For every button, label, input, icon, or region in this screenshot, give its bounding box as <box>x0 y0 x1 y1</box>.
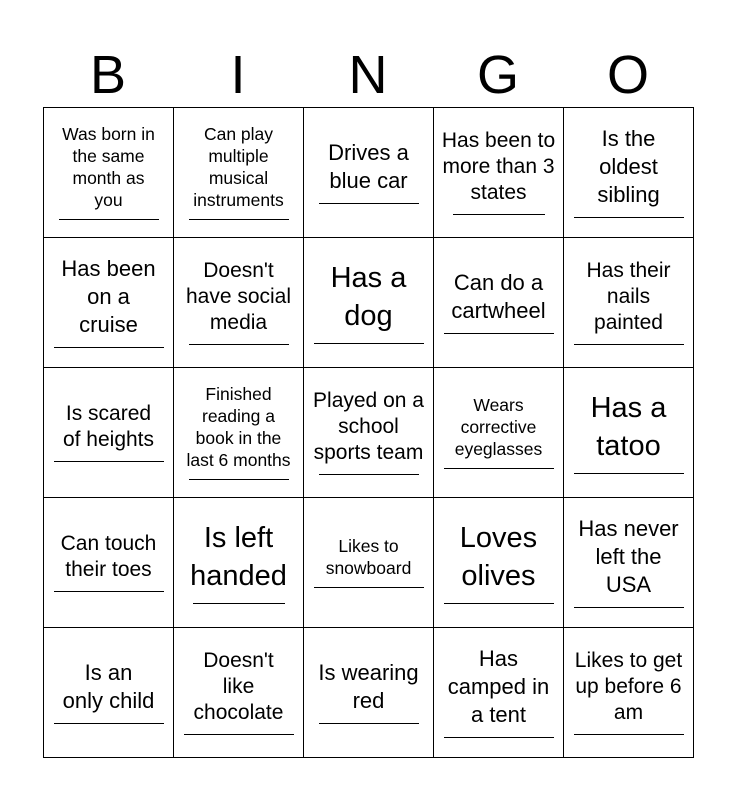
header-letter-b: B <box>89 45 127 105</box>
cell-text: Wears corrective eyeglasses <box>454 395 543 459</box>
bingo-header <box>43 44 693 106</box>
signature-line <box>189 219 289 220</box>
bingo-cell <box>174 498 304 628</box>
cell-text: Is wearing red <box>318 660 419 713</box>
signature-line <box>54 723 164 724</box>
bingo-cell <box>304 238 434 368</box>
bingo-cell <box>174 628 304 758</box>
cell-text: Has never left the USA <box>578 516 679 597</box>
bingo-cell <box>174 238 304 368</box>
bingo-cell <box>304 628 434 758</box>
signature-line <box>189 344 289 345</box>
cell-text: Can do a cartwheel <box>451 270 546 323</box>
signature-line <box>444 468 554 469</box>
cell-text: Can play multiple musical instruments <box>193 124 284 210</box>
signature-line <box>453 214 545 215</box>
signature-line <box>574 217 684 218</box>
bingo-cell <box>434 628 564 758</box>
cell-text: Drives a blue car <box>328 140 409 193</box>
signature-line <box>574 473 684 474</box>
bingo-cell <box>304 498 434 628</box>
bingo-cell <box>304 108 434 238</box>
header-letter-i: I <box>230 45 246 105</box>
signature-line <box>54 461 164 462</box>
bingo-cell <box>304 368 434 498</box>
bingo-cell <box>434 368 564 498</box>
cell-text: Has camped in a tent <box>447 646 550 727</box>
cell-text: Doesn't like chocolate <box>193 649 284 724</box>
bingo-cell <box>564 108 694 238</box>
cell-text: Is the oldest sibling <box>597 126 660 207</box>
bingo-cell <box>434 498 564 628</box>
signature-line <box>444 737 554 738</box>
cell-text: Has a dog <box>330 262 407 332</box>
signature-line <box>189 479 289 480</box>
bingo-cell <box>434 238 564 368</box>
bingo-cell <box>44 498 174 628</box>
cell-text: Likes to snowboard <box>325 536 412 578</box>
bingo-grid <box>43 107 694 758</box>
bingo-cell <box>564 628 694 758</box>
bingo-cell <box>564 238 694 368</box>
bingo-cell <box>174 108 304 238</box>
cell-text: Doesn't have social media <box>185 259 292 334</box>
bingo-cell <box>44 368 174 498</box>
cell-text: Has been on a cruise <box>61 256 156 337</box>
bingo-cell <box>434 108 564 238</box>
signature-line <box>574 607 684 608</box>
signature-line <box>184 734 294 735</box>
cell-text: Is left handed <box>190 522 287 592</box>
cell-text: Has their nails painted <box>586 259 671 334</box>
bingo-cell <box>44 108 174 238</box>
signature-line <box>314 587 424 588</box>
cell-text: Has been to more than 3 states <box>441 129 556 204</box>
signature-line <box>444 333 554 334</box>
cell-text: Can touch their toes <box>60 532 157 581</box>
cell-text: Has a tatoo <box>590 392 667 462</box>
cell-text: Loves olives <box>459 522 538 592</box>
signature-line <box>314 343 424 344</box>
cell-text: Is an only child <box>62 660 155 713</box>
signature-line <box>59 219 159 220</box>
cell-text: Was born in the same month as you <box>62 124 155 210</box>
bingo-cell <box>564 368 694 498</box>
signature-line <box>319 723 419 724</box>
signature-line <box>574 734 684 735</box>
bingo-cell <box>174 368 304 498</box>
cell-text: Finished reading a book in the last 6 months <box>186 384 291 470</box>
signature-line <box>193 603 285 604</box>
signature-line <box>444 603 554 604</box>
cell-text: Is scared of heights <box>62 402 155 451</box>
header-letter-o: O <box>606 45 649 105</box>
header-letter-n: N <box>348 45 388 105</box>
signature-line <box>319 203 419 204</box>
signature-line <box>574 344 684 345</box>
cell-text: Played on a school sports team <box>313 389 424 464</box>
signature-line <box>54 591 164 592</box>
signature-line <box>54 347 164 348</box>
bingo-cell <box>564 498 694 628</box>
bingo-cell <box>44 238 174 368</box>
signature-line <box>319 474 419 475</box>
cell-text: Likes to get up before 6 am <box>574 649 683 724</box>
header-letter-g: G <box>476 45 519 105</box>
bingo-cell <box>44 628 174 758</box>
